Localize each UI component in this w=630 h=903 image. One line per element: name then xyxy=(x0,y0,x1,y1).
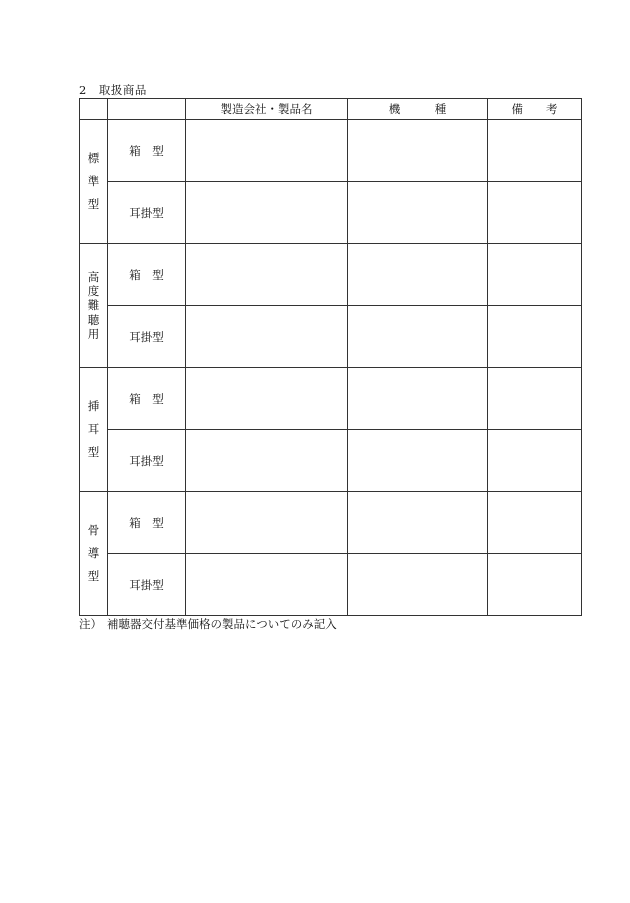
group-label-char: 聴 xyxy=(87,312,100,327)
model-input-cell[interactable] xyxy=(348,120,488,182)
type-cell: 箱 型 xyxy=(108,492,186,554)
group-label-char: 標 xyxy=(87,151,100,165)
manufacturer-input-cell[interactable] xyxy=(186,306,348,368)
remarks-input-cell[interactable] xyxy=(488,368,582,430)
group-label-char: 度 xyxy=(87,283,100,298)
table-row xyxy=(80,120,582,182)
table-row xyxy=(80,430,582,492)
footnote-mark: 注） xyxy=(79,617,102,631)
group-label-char: 挿 xyxy=(87,399,100,413)
model-input-cell[interactable] xyxy=(348,368,488,430)
table-row xyxy=(80,182,582,244)
group-label-char: 難 xyxy=(87,298,100,313)
remarks-input-cell[interactable] xyxy=(488,244,582,306)
remarks-input-cell[interactable] xyxy=(488,430,582,492)
type-cell: 箱 型 xyxy=(108,244,186,306)
group-label-char: 耳 xyxy=(87,422,100,436)
group-label-char: 型 xyxy=(87,569,100,583)
model-input-cell[interactable] xyxy=(348,554,488,616)
model-input-cell[interactable] xyxy=(348,430,488,492)
remarks-input-cell[interactable] xyxy=(488,306,582,368)
group-label-char: 型 xyxy=(87,197,100,211)
type-cell: 耳掛型 xyxy=(108,554,186,616)
manufacturer-input-cell[interactable] xyxy=(186,368,348,430)
remarks-input-cell[interactable] xyxy=(488,182,582,244)
table-row xyxy=(80,368,582,430)
remarks-input-cell[interactable] xyxy=(488,554,582,616)
model-input-cell[interactable] xyxy=(348,492,488,554)
manufacturer-input-cell[interactable] xyxy=(186,554,348,616)
remarks-input-cell[interactable] xyxy=(488,492,582,554)
header-cell-remarks: 備 考 xyxy=(488,99,582,120)
manufacturer-input-cell[interactable] xyxy=(186,120,348,182)
group-label-char: 高 xyxy=(87,269,100,284)
table-header-row xyxy=(80,99,582,120)
table-row xyxy=(80,554,582,616)
model-input-cell[interactable] xyxy=(348,306,488,368)
footnote-text: 補聴器交付基準価格の製品についてのみ記入 xyxy=(107,617,337,631)
type-cell: 耳掛型 xyxy=(108,430,186,492)
type-cell: 耳掛型 xyxy=(108,306,186,368)
table-row xyxy=(80,306,582,368)
type-cell: 箱 型 xyxy=(108,368,186,430)
footnote xyxy=(79,616,337,632)
group-label-char: 用 xyxy=(87,327,100,342)
manufacturer-input-cell[interactable] xyxy=(186,182,348,244)
group-label-char: 型 xyxy=(87,445,100,459)
header-cell-type xyxy=(108,99,186,120)
manufacturer-input-cell[interactable] xyxy=(186,492,348,554)
model-input-cell[interactable] xyxy=(348,244,488,306)
manufacturer-input-cell[interactable] xyxy=(186,244,348,306)
header-cell-group xyxy=(80,99,108,120)
header-cell-model: 機 種 xyxy=(348,99,488,120)
table-row xyxy=(80,492,582,554)
group-label-cell xyxy=(80,368,108,492)
section-title: 2 取扱商品 xyxy=(79,83,147,97)
group-label-char: 準 xyxy=(87,174,100,188)
remarks-input-cell[interactable] xyxy=(488,120,582,182)
type-cell: 耳掛型 xyxy=(108,182,186,244)
table-row xyxy=(80,244,582,306)
products-table xyxy=(79,98,582,616)
group-label-char: 骨 xyxy=(87,523,100,537)
group-label-cell xyxy=(80,492,108,616)
group-label-cell xyxy=(80,120,108,244)
model-input-cell[interactable] xyxy=(348,182,488,244)
group-label-char: 導 xyxy=(87,546,100,560)
manufacturer-input-cell[interactable] xyxy=(186,430,348,492)
group-label-cell xyxy=(80,244,108,368)
header-cell-manufacturer: 製造会社・製品名 xyxy=(186,99,348,120)
type-cell: 箱 型 xyxy=(108,120,186,182)
